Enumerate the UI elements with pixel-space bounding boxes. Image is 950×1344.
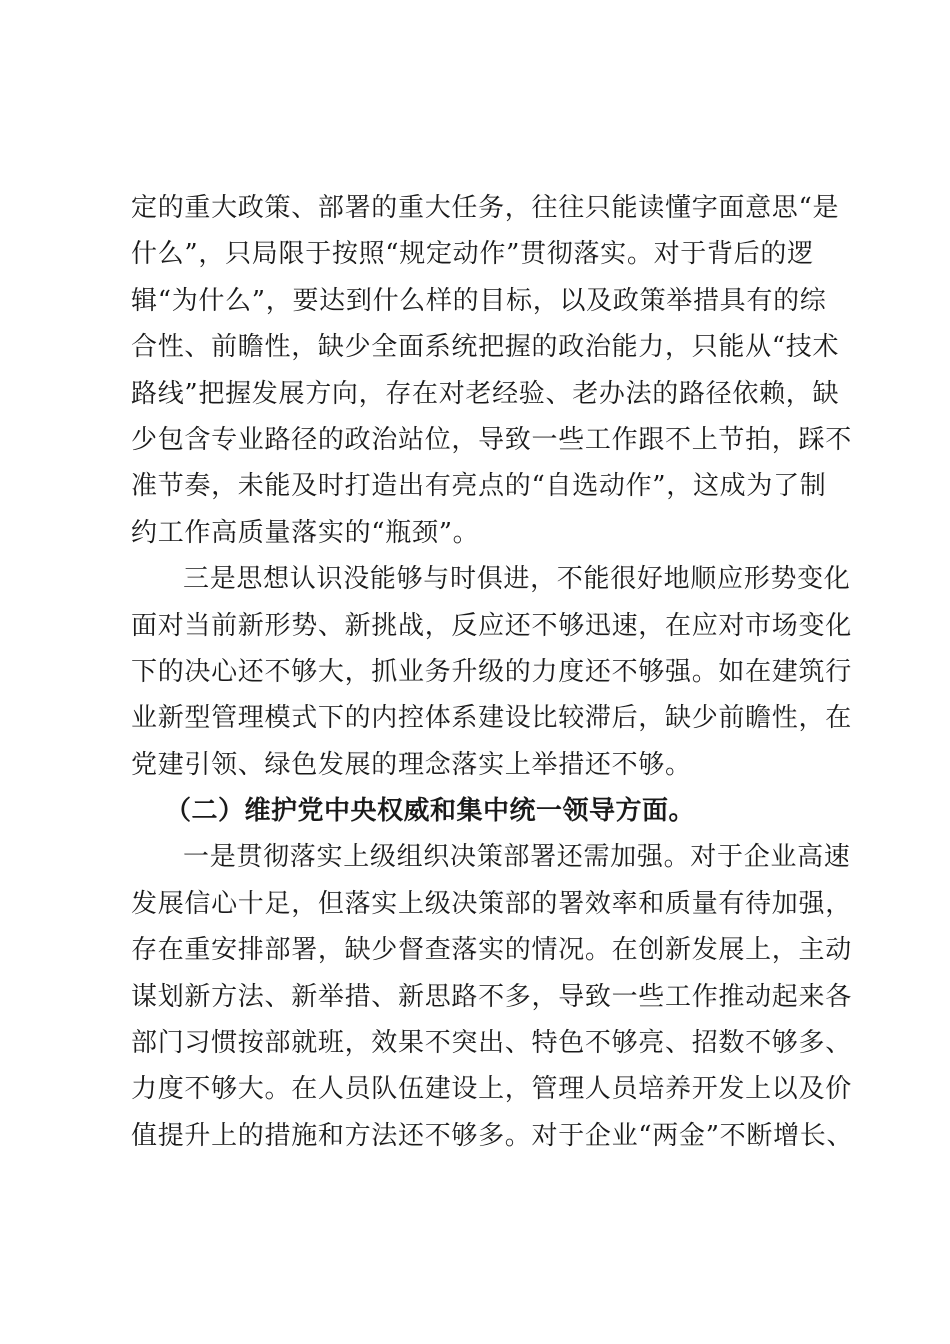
- section-heading: （二）维护党中央权威和集中统一领导方面。: [165, 796, 696, 827]
- text-line: 合性、前瞻性，缺少全面系统把握的政治能力，只能从“技术: [131, 332, 840, 363]
- text-line: 辑“为什么”，要达到什么样的目标，以及政策举措具有的综: [131, 285, 827, 316]
- text-line: 什么”，只局限于按照“规定动作”贯彻落实。对于背后的逻: [131, 239, 814, 270]
- text-line: 存在重安排部署，缺少督查落实的情况。在创新发展上，主动: [131, 935, 852, 966]
- paragraph-start-line: 三是思想认识没能够与时俱进，不能很好地顺应形势变化: [183, 564, 851, 595]
- text-line: 定的重大政策、部署的重大任务，往往只能读懂字面意思“是: [131, 193, 840, 223]
- paragraph-start-line: 一是贯彻落实上级组织决策部署还需加强。对于企业高速: [183, 842, 851, 873]
- text-line: 业新型管理模式下的内控体系建设比较滞后，缺少前瞻性，在: [131, 703, 852, 734]
- text-line: 值提升上的措施和方法还不够多。对于企业“两金”不断增长、: [131, 1120, 854, 1151]
- document-body: [131, 185, 854, 1159]
- text-line: 党建引领、绿色发展的理念落实上举措还不够。: [131, 749, 692, 780]
- text-line: 面对当前新形势、新挑战，反应还不够迅速，在应对市场变化: [131, 610, 852, 641]
- text-line: 发展信心十足，但落实上级决策部的署效率和质量有待加强，: [131, 888, 852, 919]
- text-line: 部门习惯按部就班，效果不突出、特色不够亮、招数不够多、: [131, 1028, 852, 1059]
- text-line: 谋划新方法、新举措、新思路不多，导致一些工作推动起来各: [131, 981, 852, 1012]
- text-line: 少包含专业路径的政治站位，导致一些工作跟不上节拍，踩不: [131, 424, 852, 455]
- text-line: 下的决心还不够大，抓业务升级的力度还不够强。如在建筑行: [131, 656, 852, 687]
- text-line: 力度不够大。在人员队伍建设上，管理人员培养开发上以及价: [131, 1074, 852, 1105]
- text-line: 准节奏，未能及时打造出有亮点的“自选动作”，这成为了制: [131, 471, 827, 502]
- text-line: 约工作高质量落实的“瓶颈”。: [131, 517, 480, 548]
- text-line: 路线”把握发展方向，存在对老经验、老办法的路径依赖，缺: [131, 378, 840, 409]
